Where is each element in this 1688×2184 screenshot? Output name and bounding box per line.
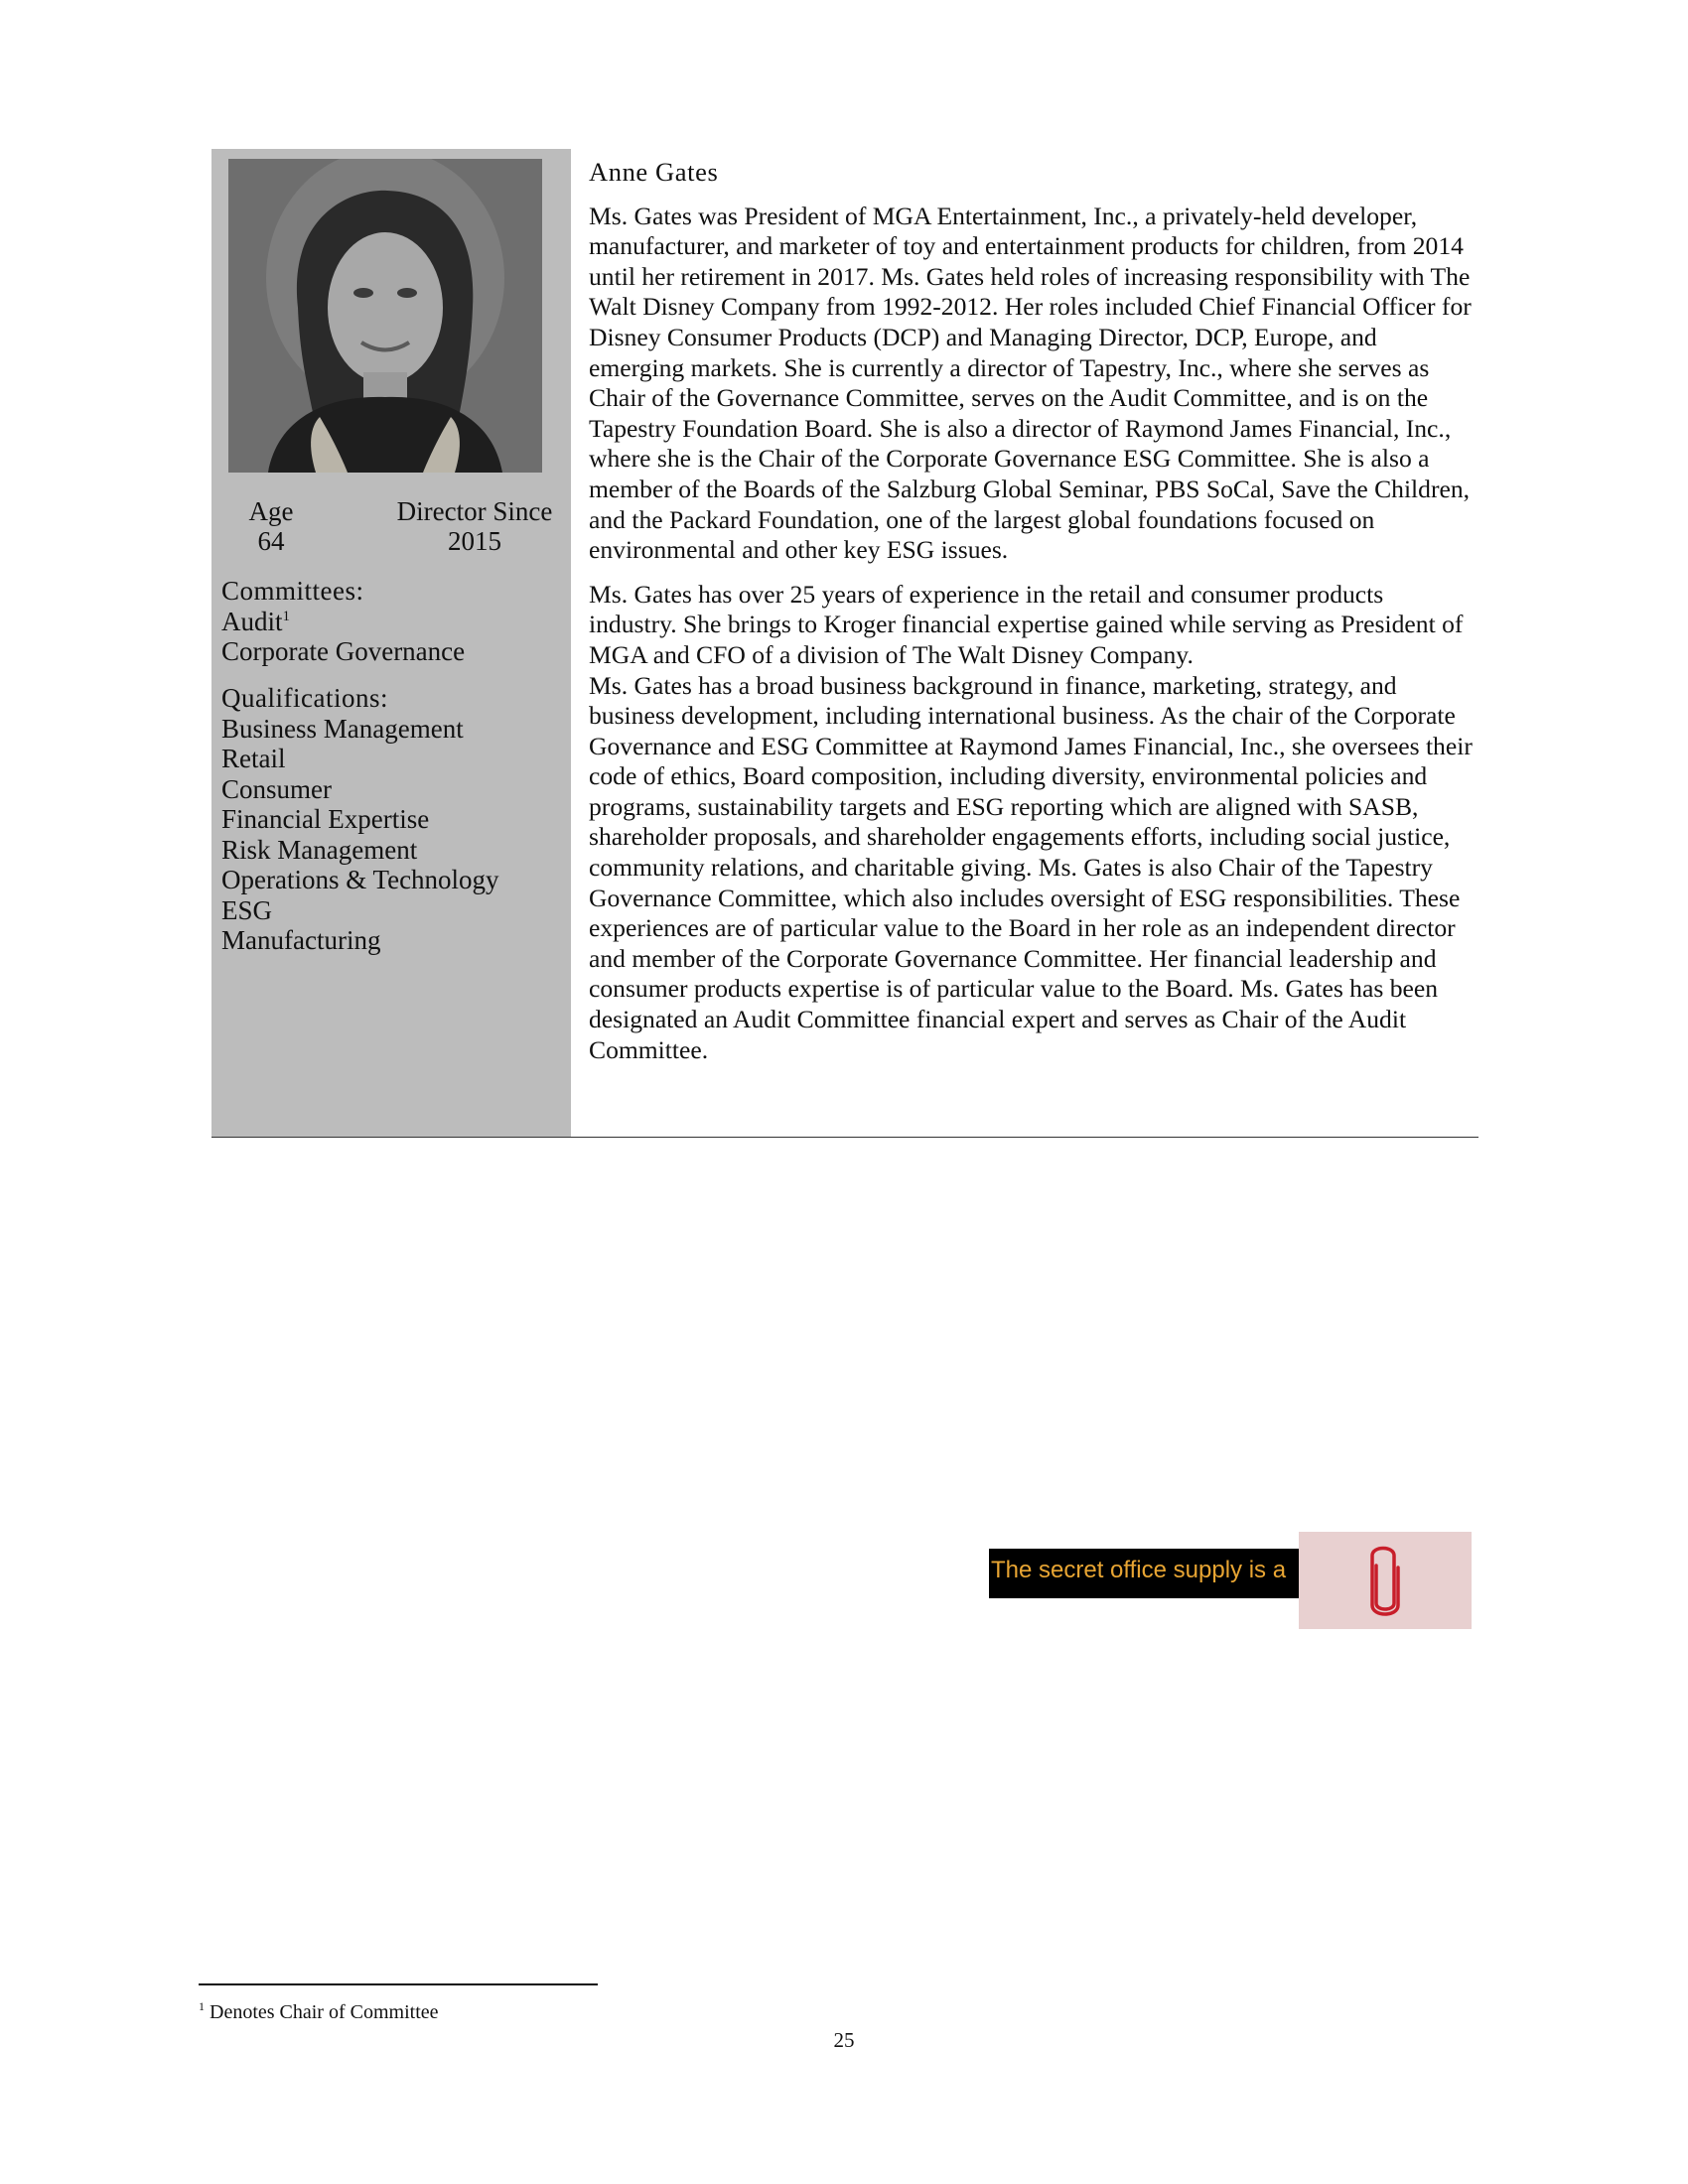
section-divider [211, 1137, 1478, 1138]
page-number: 25 [833, 2028, 855, 2052]
director-since-value: 2015 [448, 526, 501, 556]
committee-item [221, 607, 465, 637]
footnote-marker: 1 [282, 608, 291, 624]
qualification-item: Operations & Technology [221, 865, 499, 894]
committee-label: Corporate Governance [221, 636, 466, 666]
qualification-item: Consumer [221, 773, 332, 804]
committees-section [221, 576, 465, 667]
director-photo [228, 159, 542, 473]
footnote-mark: 1 [199, 1999, 205, 2013]
qualification-item: Business Management [221, 713, 464, 744]
director-since-label: Director Since [396, 496, 553, 526]
secret-office-supply-banner: The secret office supply is a [989, 1549, 1299, 1598]
age-label: Age [248, 496, 294, 526]
bio-paragraph: Ms. Gates has a broad business background in finance, marketing, strategy, and business development, including international business. As the chair of the Corporate Governance and ESG Committee at Raymond James Financial, Inc., she oversees their code of ethics, Board composition, including diversity, environmental policies and programs, sustainability targets and ESG reporting which are aligned with SASB, shareholder proposals, and shareholder engagements efforts, including social justice, community relations, and charitable giving. Ms. Gates is also Chair of the Tapestry Governance Committee, which also includes oversight of ESG responsibilities. These experiences are of particular value to the Board in her role as an independent director and member of the Corporate Governance Committee. Her financial leadership and consumer products expertise is of particular value to the Board. Ms. Gates has been designated an Audit Committee financial expert and serves as Chair of the Audit Committee. [589, 670, 1473, 1064]
bio-paragraph: Ms. Gates has over 25 years of experience in the retail and consumer products industry. She brings to Kroger financial expertise gained while serving as President of MGA and CFO of a division of The Walt Disney Company. [589, 579, 1464, 669]
director-bio [589, 157, 1473, 1065]
qualification-item: Retail [221, 744, 286, 773]
footnote [199, 2000, 439, 2024]
age-stat [231, 496, 311, 556]
bio-paragraph: Ms. Gates was President of MGA Entertainment, Inc., a privately-held developer, manufacturer, and marketer of toy and entertainment products for children, from 2014 until her retirement in 2017. Ms. Gates held roles of increasing responsibility with The Walt Disney Company from 1992-2012. Her roles included Chief Financial Officer for Disney Consumer Products (DCP) and Managing Director, DCP, Europe, and emerging markets. She is currently a director of Tapestry, Inc., where she serves as Chair of the Governance Committee, serves on the Audit Committee, and is on the Tapestry Foundation Board. She is also a director of Raymond James Financial, Inc., where she is the Chair of the Corporate Governance ESG Committee. She is also a member of the Boards of the Salzburg Global Seminar, PBS SoCal, Save the Children, and the Packard Foundation, one of the largest global foundations focused on environmental and other key ESG issues. [589, 201, 1472, 565]
footnote-divider [199, 1983, 598, 1985]
committees-heading: Committees: [221, 576, 364, 606]
qualification-item: Financial Expertise [221, 804, 430, 834]
age-value: 64 [257, 526, 285, 556]
paperclip-icon-box [1299, 1532, 1472, 1629]
qualifications-section [221, 683, 499, 956]
director-sidebar [211, 149, 571, 1138]
qualification-item: ESG [221, 894, 273, 925]
qualifications-heading: Qualifications: [221, 683, 388, 713]
paperclip-icon [1364, 1542, 1406, 1621]
director-name: Anne Gates [589, 157, 719, 187]
committee-item [221, 636, 465, 667]
committee-label: Audit [221, 606, 283, 636]
director-since-stat [380, 496, 569, 556]
qualification-item: Manufacturing [221, 925, 381, 955]
footnote-text: Denotes Chair of Committee [210, 2001, 439, 2023]
director-profile [211, 149, 1478, 1138]
qualification-item: Risk Management [221, 834, 418, 865]
